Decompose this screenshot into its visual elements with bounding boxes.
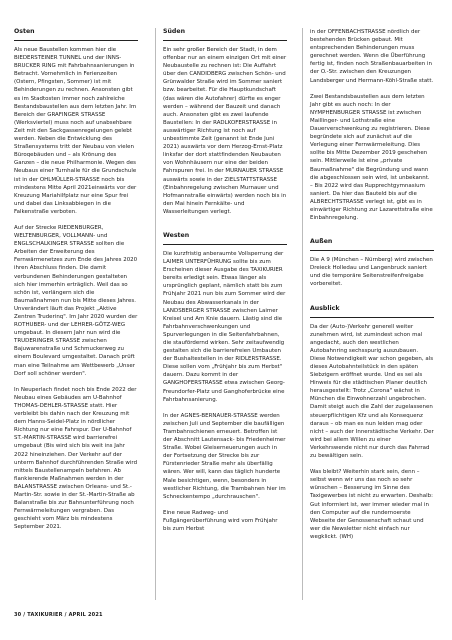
section-gap — [310, 230, 434, 238]
paragraph-westen-1: Die kurzfristig anberaumte Vollsperrung der LAIMER UNTERFÜHRUNG sollte bis zum Erscheinen dieser Ausgabe des TAXIKURIER bereits erledigt sein. Etwas länger als ursprünglich geplant, nämlich statt bis zum Frühjahr 2021 nun bis zum Sommer wird der Neubau des Abwasserkanals in der LANDSBERGER STRASSE zwischen Laimer Kreisel und Am Knie dauern. Lästig sind die Fahrbahnverschwenkungen und Spurverlegungen in die Seitenfahrbahnen, die staufördernd wirken. Sehr zeitaufwendig gestalten sich die barrierefreien Umbauten der Bushaltestellen in der RIDLERSTRASSE. Diese sollen vom „Frühjahr bis zum Herbst" dauern. Dazu kommt in der GANGHOFERSTRASSE etwa zwischen Georg-Freundorfer-Platz und Ganghoferbrücke eine Fahrbahnsanierung. — [163, 250, 286, 403]
section-heading-aussen: Außen — [310, 238, 434, 251]
paragraph-westen-3: Eine neue Radweg- und Fußgängerüberführung wird vom Frühjahr bis zum Herbst — [163, 509, 278, 532]
column-divider-2 — [302, 28, 303, 600]
section-heading-osten: Osten — [14, 28, 138, 41]
paragraph-riedenburger: Auf der Strecke RIEDENBURGER, WELTENBURGER, VOLLMANN- und ENGLSCHALKINGER STRASSE sollten die Arbeiten der Erweiterung des Fernwärmenetzes zum Ende des Jahres 2020 ihren Abschluss finden. Die damit verbundenen Behinderungen gestalteten sich hier immerhin erträglich. Weil das so schön ist, verlängern sich die Baumaßnahmen nun bis Mitte dieses Jahres. Unverändert läuft das Projekt „Aktive Zentren Truderinq". Im Jahr 2020 wurden der ROTHUBER- und der LEHRER-GÖTZ-WEG umgebaut. In diesem Jahr nun wird die TRUDERINGER STRASSE zwischen Bajuwarenstraße und Schmuckerweg zu einem Boulevard umgestaltet. Danach prüft man eine Teilnahme am Wettbewerb „Unser Dorf soll schöner werden". — [14, 224, 138, 377]
paragraph-aussen: Die A 9 (München – Nürnberg) wird zwischen Dreieck Holledau und Langenbruck saniert und die temporäre Seitenstreifenfreigabe vorbereitet. — [310, 257, 433, 288]
paragraph-neuperlach: In Neuperlach findet noch bis Ende 2022 der Neubau eines Gebäudes am U-Bahnhof THOMAS-DEHLER-STRASSE statt. Hier verbleibt bis dahin nach der Kreuzung mit dem Hanns-Seidel-Platz in nördlicher Richtung nur eine Fahrspur. Der U-Bahnhof ST.-MARTIN-STRASSE wird barrierefrei umgebaut (Bis wird sich bis weit ins Jahr 2022 hineinziehen. Der Verkehr auf der unterm Bahnhof durchführenden Straße wird mittels Baustellenampeln befahren. Ab flankierende Maßnahmen werden in der BALANSTRASSE zwischen Orleans- und St.-Martin-Str. sowie in der St.-Martin-Straße ab Balanstraße bis zur Bahnunterführung noch Fernwärmeleitungen vergraben. Das geschieht vom März bis mindestens September 2021. — [14, 386, 138, 531]
column-2 — [163, 28, 287, 541]
paragraph-offenbach: in der OFFENBACHSTRASSE nördlich der bestehenden Brücken gebaut. Mit entsprechenden Behinderungen muss gerechnet werden. Wenn die Überführung fertig ist, finden noch Straßenbauarbeiten in der O.-Str. zwischen den Kreuzungen Landsberger und Hermann-Köhl-Straße statt. — [310, 29, 434, 84]
section-heading-ausblick: Ausblick — [310, 305, 434, 318]
section-heading-sueden: Süden — [163, 28, 287, 41]
paragraph-westen-2: In der AGNES-BERNAUER-STRASSE werden zwischen Juli und September die baufälligen Trambahnschienen erneuert. Betroffen ist der Abschnitt Lautensack- bis Friedenheimer Straße. Wobei Gleiserneuerungen auch in der Fortsetzung der Strecke bis zur Fürstenrieder Straße mehr als überfällig wären. Wer will, kann das täglich hunderte Male besichtigen, wenn, besonders in westlicher Richtung, die Trambahnen hier im Schneckentempo „durchrauschen". — [163, 412, 286, 500]
column-1 — [14, 28, 138, 539]
column-3 — [310, 28, 434, 549]
section-heading-westen: Westen — [163, 232, 287, 245]
paragraph-ausblick-1: Da der (Auto-)Verkehr generell weiter zunehmen wird, ist zumindest schon mal angedacht, auch den westlichen Autobahnring sechsspurig auszubauen. Diese Notwendigkeit war schon gegeben, als dieses Autobahnteilstück in den späten Siebzigern eröffnet wurde. Und es sei als Hinweis für die städtischen Planer deutlich herausgestellt: Trotz „Corona" wächst in München die Einwohnerzahl ungebrochen. Damit steigt auch die Zahl der zugelassenen steuerpflichtigen Kfz und als Konsequenz daraus – ob man es nun leiden mag oder nicht – auch der Innerstädtische Verkehr. Der wird bei allem Willen zu einer Verkehrswende nicht nur durch das Fahrrad zu bewältigen sein. — [310, 323, 434, 460]
paragraph-sueden: Ein sehr großer Bereich der Stadt, in dem offenbar nur an einem einzigen Ort mit einer Neubaustelle zu rechnen ist: Die Auffahrt über den CANDIDBERG zwischen Schön- und Grünwalder Straße wird im Sommer saniert bzw. bearbeitet. Für die Hauptkundschaft (das wären die Autofahrer) dürfte es enger werden – während der Bauzeit und danach auch. Ansonsten gibt es zwei laufende Baustellen: In der RADLKOFERSTRASSE in auswärtiger Richtung ist noch auf unbestimmte Zeit (genannt ist Ende Juni 2021) auswärts vor dem Herzog-Ernst-Platz linksfar der dort stattfindenden Neubauten von Wohnhäusern nur eine der beiden Fahrspuren frei. In der MURNAUER STRASSE auswärts sowie in der ZIELSTATTSTRASSE (Einbahnregelung zwischen Murnauer und Hofmannstraße einwärts) werden noch bis in den Mai hinein Fernkälte- und Wasserleitungen verlegt. — [163, 47, 287, 215]
section-gap — [163, 224, 287, 232]
column-divider-1 — [155, 28, 156, 600]
paragraph-osten: Als neue Baustellen kommen hier die BIEDERSTEINER TUNNEL und der INNS-BRUCKER RING mit Fahrbahnsanierungen in Betracht. Vornehmlich in Ferienzeiten (Ostern, Pfingsten, Sommer) ist mit Behinderungen zu rechnen. Ansonsten gibt es im Stadtosten immer noch zahlreiche Bestandsbaustellen aus dem letzten Jahr. Im Bereich der GRAFINGER STRASSE (Werksviertel) muss noch auf unabsehbare Zeit mit den Sackgassenregelungen gelebt werden. Neben die Entwicklung des Straßensystems tritt der Neubau von vielen Büroqebäuden und – als Krönung des Ganzen – die neue Philharmonie. Wegen des Neubaus einer Turnhalle für die Grundschule ist in der OHLMÜLLER-STRASSE noch bis mindestens Mitte April 2021einwärts vor der Kreuzung Mariahilfplatz nur eine Spur frei und dabei das Linksabbiegen in die Falkenstraße verboten. — [14, 47, 137, 215]
paragraph-bestandsbaustellen: Zwei Bestandsbaustellen aus dem letzten Jahr gibt es auch noch: In der NYMPHENBURGER STRASSE ist zwischen Maillinger- und Lothstraße eine Dauerverschwenkung zu registrieren. Diese begründete sich auf zunächst auf die Verlegung einer Fernwärmeleitung. Dies sollte bis Mitte Dezember 2019 geschehen sein. Mittlerweile ist eine „private Baumaßnahme" die Begründung und wann die abgeschlossen sein wird, ist unbekannt. – Bis 2022 wird das Rupprechtgymnasium saniert. Da hier das Bauteld bis auf die ALBRECHTSTRASSE verlegt ist, gibt es in einwärtiger Richtung zur Lazarettstraße eine Einbahnregelung. — [310, 93, 433, 222]
paragraph-ausblick-2: Was bleibt? Weiterhin stark sein, denn – selbst wenn wir uns das noch so sehr wünschen – Besserung im Sinne des Taxigewerbes ist nicht zu erwarten. Deshalb: Gut informiert ist, wer immer wieder mal in den Computer auf die rundernoerste Webseite der Genossenschaft schaut und wer die Newsletter nicht einfach nur wegklickt. (WH) — [310, 469, 433, 540]
page-footer: 30 / TAXIKURIER / APRIL 2021 — [14, 612, 103, 618]
section-gap — [310, 297, 434, 305]
